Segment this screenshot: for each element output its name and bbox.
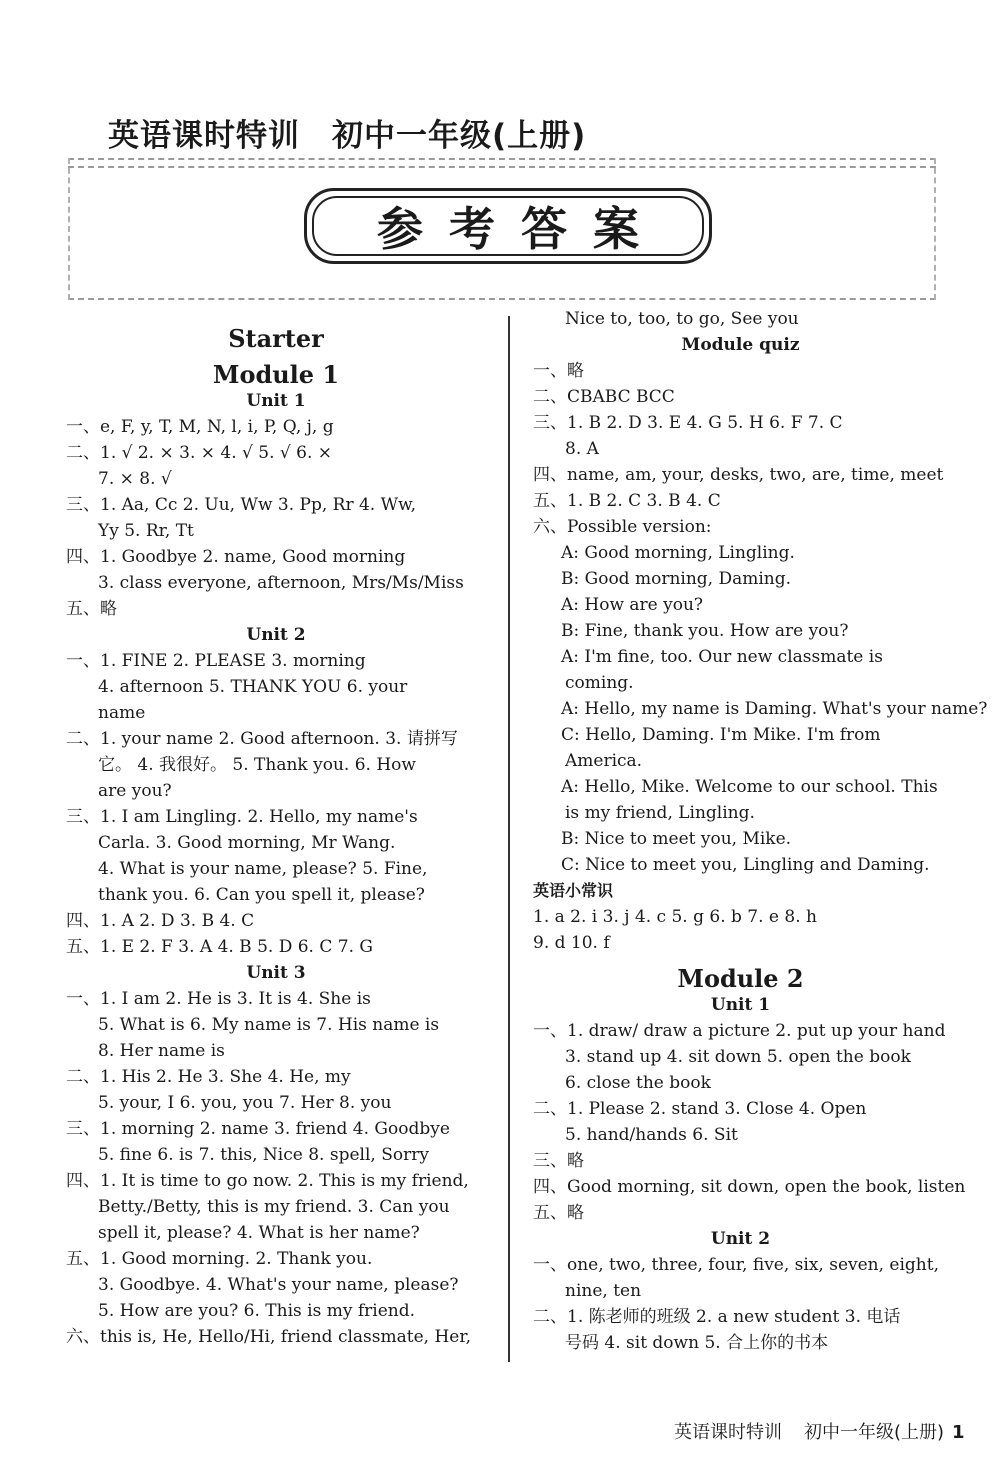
answer-line: 三、1. Aa, Cc 2. Uu, Ww 3. Pp, Rr 4. Ww, xyxy=(66,495,417,515)
banner-border-right xyxy=(934,158,936,300)
banner-border-bottom xyxy=(68,298,936,300)
dialogue-line: C: Hello, Daming. I'm Mike. I'm from xyxy=(561,725,881,745)
answer-line: Carla. 3. Good morning, Mr Wang. xyxy=(98,833,396,853)
answer-line: 四、1. A 2. D 3. B 4. C xyxy=(66,911,255,931)
dialogue-line: A: Good morning, Lingling. xyxy=(561,543,795,563)
dialogue-line: B: Good morning, Daming. xyxy=(561,569,792,589)
answer-line: 一、略 xyxy=(533,361,584,381)
answer-line: 三、1. B 2. D 3. E 4. G 5. H 6. F 7. C xyxy=(533,413,843,433)
answer-line: coming. xyxy=(565,673,634,693)
answer-line: 五、1. E 2. F 3. A 4. B 5. D 6. C 7. G xyxy=(66,937,373,957)
answer-line: name xyxy=(98,703,146,723)
grade-label: 初中一年级(上册) xyxy=(332,118,587,154)
answer-line: 五、略 xyxy=(533,1203,584,1223)
answer-line: Nice to, too, to go, See you xyxy=(565,309,799,329)
footer-grade: 初中一年级(上册) xyxy=(804,1422,945,1443)
answer-line: 一、1. draw/ draw a picture 2. put up your hand xyxy=(533,1021,946,1041)
answer-line: 四、Good morning, sit down, open the book, listen xyxy=(533,1177,966,1197)
answer-line: 3. stand up 4. sit down 5. open the book xyxy=(565,1047,911,1067)
answer-line: 六、this is, He, Hello/Hi, friend classmate, Her, xyxy=(66,1327,471,1347)
answer-line: 8. A xyxy=(565,439,599,459)
column-divider xyxy=(508,316,510,1362)
unit-heading: Unit 2 xyxy=(246,625,306,645)
answer-line: are you? xyxy=(98,781,172,801)
answer-line: 二、1. your name 2. Good afternoon. 3. 请拼写 xyxy=(66,729,458,749)
dialogue-line: C: Nice to meet you, Lingling and Daming. xyxy=(561,855,930,875)
unit-heading: Unit 1 xyxy=(710,995,771,1015)
banner-border-left xyxy=(68,158,70,300)
answer-line: 二、1. Please 2. stand 3. Close 4. Open xyxy=(533,1099,867,1119)
section-heading: Starter xyxy=(228,324,324,353)
section-heading: Module 2 xyxy=(677,964,804,993)
section-heading: Module 1 xyxy=(212,360,340,389)
answer-line: 7. × 8. √ xyxy=(98,469,172,489)
page-number: 1 xyxy=(952,1422,965,1443)
answer-line: 二、1. His 2. He 3. She 4. He, my xyxy=(66,1067,351,1087)
unit-heading: Unit 2 xyxy=(710,1229,771,1249)
answer-line: thank you. 6. Can you spell it, please? xyxy=(98,885,425,905)
left-column xyxy=(66,316,486,1350)
answer-line: is my friend, Lingling. xyxy=(565,803,755,823)
answer-line: 号码 4. sit down 5. 合上你的书本 xyxy=(565,1333,829,1353)
dialogue-line: A: Hello, Mike. Welcome to our school. This xyxy=(561,777,938,797)
answer-banner xyxy=(68,158,936,300)
page-footer xyxy=(674,1418,965,1444)
answer-line: 四、1. Goodbye 2. name, Good morning xyxy=(66,547,406,567)
answer-line: 8. Her name is xyxy=(98,1041,225,1061)
banner-border-top xyxy=(68,158,936,160)
answer-line: 一、1. FINE 2. PLEASE 3. morning xyxy=(66,651,366,671)
answer-line: 6. close the book xyxy=(565,1073,711,1093)
answer-line: 五、略 xyxy=(66,599,117,619)
answer-line: 4. What is your name, please? 5. Fine, xyxy=(98,859,428,879)
banner-border-top-inner xyxy=(68,166,936,168)
answer-line: 5. How are you? 6. This is my friend. xyxy=(98,1301,415,1321)
answer-line: 二、CBABC BCC xyxy=(533,387,675,407)
answer-line: 三、1. morning 2. name 3. friend 4. Goodbye xyxy=(66,1119,450,1139)
answer-line: 它。 4. 我很好。 5. Thank you. 6. How xyxy=(98,755,416,775)
answer-line: 5. your, I 6. you, you 7. Her 8. you xyxy=(98,1093,392,1113)
dialogue-line: A: How are you? xyxy=(561,595,704,615)
answer-line: 三、1. I am Lingling. 2. Hello, my name's xyxy=(66,807,418,827)
answer-line: Yy 5. Rr, Tt xyxy=(98,521,194,541)
answer-line: 4. afternoon 5. THANK YOU 6. your xyxy=(98,677,408,697)
right-column xyxy=(533,306,988,1356)
answer-title: 参考答案 xyxy=(312,196,704,256)
answer-line: 三、略 xyxy=(533,1151,584,1171)
dialogue-line: A: I'm fine, too. Our new classmate is xyxy=(561,647,883,667)
answer-line: 一、1. I am 2. He is 3. It is 4. She is xyxy=(66,989,371,1009)
dialogue-line: B: Fine, thank you. How are you? xyxy=(561,621,849,641)
answer-line: 5. fine 6. is 7. this, Nice 8. spell, Sorry xyxy=(98,1145,429,1165)
answer-line: 9. d 10. f xyxy=(533,933,610,953)
answer-line: 5. What is 6. My name is 7. His name is xyxy=(98,1015,440,1035)
answer-line: 1. a 2. i 3. j 4. c 5. g 6. b 7. e 8. h xyxy=(533,907,817,927)
book-title: 英语课时特训 xyxy=(108,118,300,154)
answer-title-box xyxy=(304,188,712,264)
answer-line: Betty./Betty, this is my friend. 3. Can you xyxy=(98,1197,450,1217)
dialogue-line: B: Nice to meet you, Mike. xyxy=(561,829,792,849)
footer-book-title: 英语课时特训 xyxy=(674,1422,782,1443)
unit-heading: Unit 3 xyxy=(246,963,306,983)
unit-heading: Unit 1 xyxy=(246,391,306,411)
answer-line: 一、e, F, y, T, M, N, l, i, P, Q, j, g xyxy=(66,417,334,437)
answer-line: 一、one, two, three, four, five, six, seven, eight, xyxy=(533,1255,939,1275)
answer-line: 二、1. 陈老师的班级 2. a new student 3. 电话 xyxy=(533,1307,901,1327)
dialogue-line: A: Hello, my name is Daming. What's your name? xyxy=(561,699,988,719)
answer-line: 六、Possible version: xyxy=(533,517,712,537)
answer-line: 3. class everyone, afternoon, Mrs/Ms/Miss xyxy=(98,573,464,593)
answer-line: 二、1. √ 2. × 3. × 4. √ 5. √ 6. × xyxy=(66,443,332,463)
answer-line: 五、1. B 2. C 3. B 4. C xyxy=(533,491,721,511)
answer-line: 5. hand/hands 6. Sit xyxy=(565,1125,738,1145)
answer-line: 五、1. Good morning. 2. Thank you. xyxy=(66,1249,373,1269)
answer-line: nine, ten xyxy=(565,1281,642,1301)
answer-line: spell it, please? 4. What is her name? xyxy=(98,1223,420,1243)
answer-line: America. xyxy=(565,751,643,771)
answer-line: 四、name, am, your, desks, two, are, time, meet xyxy=(533,465,944,485)
answer-line: 四、1. It is time to go now. 2. This is my friend, xyxy=(66,1171,469,1191)
book-header xyxy=(108,110,618,155)
answer-line: 3. Goodbye. 4. What's your name, please? xyxy=(98,1275,459,1295)
unit-heading: Module quiz xyxy=(681,335,800,355)
subsection-heading: 英语小常识 xyxy=(533,881,614,900)
